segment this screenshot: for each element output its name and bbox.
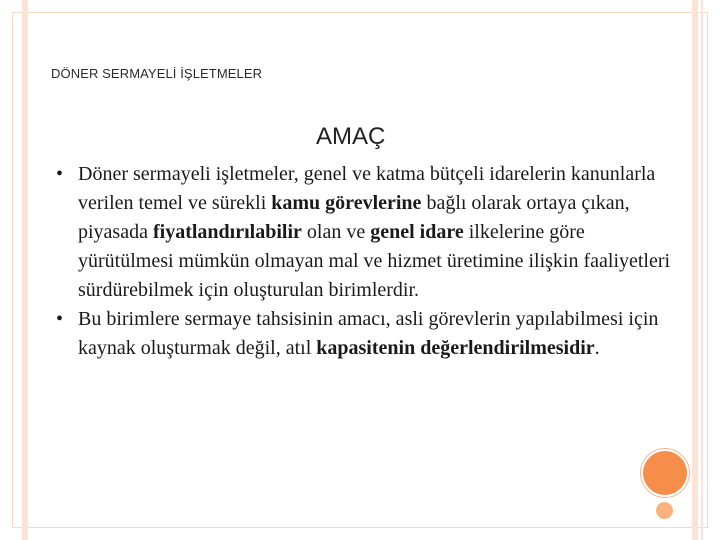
bullet-text-segment: . [594, 337, 600, 359]
bullet-text-segment: Bu birimlere sermaye tahsisinin amacı, asli görevlerin yapılabilmesi için kaynak oluşturmak değil, atıl [78, 308, 659, 359]
bullet-text-segment: ilkelerine göre yürütülmesi mümkün olmayan mal ve hizmet üretimine ilişkin faaliyetleri sürdürebilmek için oluşturulan birimlerdir. [78, 221, 671, 301]
bullet-text-segment: bağlı olarak ortaya çıkan, piyasada [78, 192, 630, 243]
bullet-list [44, 160, 684, 363]
decorative-circle-small [656, 502, 673, 519]
bullet-marker: • [56, 163, 64, 185]
bullet-marker: • [56, 308, 64, 330]
bullet-text-segment: Döner sermayeli işletmeler, genel ve katma bütçeli idarelerin kanunlarla verilen temel ve sürekli [78, 163, 656, 214]
slide-heading: AMAÇ [316, 123, 386, 150]
bullet-text-bold: genel idare [370, 221, 464, 243]
frame-bar-left [22, 0, 28, 540]
frame-bar-right-thin [701, 0, 703, 540]
decorative-circle-large [641, 449, 689, 497]
bullet-text-bold: fiyatlandırılabilir [152, 221, 302, 243]
bullet-item-2 [44, 305, 684, 363]
frame-bar-right [692, 0, 698, 540]
bullet-item-1 [44, 160, 684, 305]
bullet-text-bold: kamu görevlerine [271, 192, 422, 214]
bullet-text [78, 308, 658, 359]
bullet-text-segment: olan ve [301, 221, 371, 243]
bullet-text [78, 163, 670, 301]
bullet-text-bold: kapasitenin değerlendirilmesidir [316, 337, 595, 359]
header-title: DÖNER SERMAYELİ İŞLETMELER [51, 66, 263, 81]
